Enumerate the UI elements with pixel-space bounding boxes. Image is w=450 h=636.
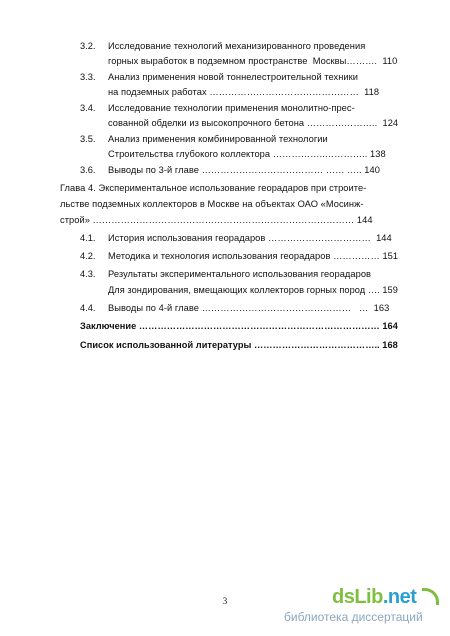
- dslib-logo-part1: dsLib: [332, 586, 383, 608]
- toc-num-3-6: 3.6.: [80, 165, 96, 175]
- toc-entry-4-2-line1: Методика и технология использования георадаров …………… 151: [108, 251, 399, 261]
- toc-chapter-4-line3: строй» ………………………………………………………………………… 144: [60, 215, 373, 225]
- dslib-subtitle: библиотека диссертаций: [284, 610, 423, 624]
- toc-entry-4-3-line2: Для зондирования, вмещающих коллекторов горных пород …. 159: [108, 285, 398, 295]
- toc-references: Список использованной литературы ………………………………….. 168: [80, 340, 398, 350]
- toc-entry-3-5-line2: Строительства глубокого коллектора ……………..………….. 138: [108, 149, 386, 159]
- toc-entry-3-6-line1: Выводы по 3-й главе ………………………………… …… ….. 140: [108, 165, 380, 175]
- dslib-logo-part2: .net: [382, 586, 417, 608]
- toc-entry-3-4-line1: Исследование технологии применения монолитно-прес-: [108, 103, 355, 113]
- toc-entry-4-3-line1: Результаты экспериментального использования георадаров: [108, 269, 372, 279]
- toc-entry-3-2-line2: горных выработок в подземном пространстве Москвы………. 110: [108, 56, 398, 66]
- toc-num-4-2: 4.2.: [80, 251, 96, 261]
- toc-num-3-2: 3.2.: [80, 41, 96, 51]
- toc-conclusion: Заключение …………………………………………………………………… 164: [80, 321, 398, 331]
- toc-num-4-1: 4.1.: [80, 233, 96, 243]
- dslib-watermark: [282, 586, 442, 630]
- toc-chapter-4-line2: льстве подземных коллекторов в Москве на объектах ОАО «Мосинж-: [60, 199, 364, 209]
- dslib-logo: [332, 586, 416, 609]
- page-number: 3: [222, 596, 228, 606]
- dslib-logo-arc-icon: [422, 588, 439, 605]
- toc-entry-3-4-line2: сованной обделки из высокопрочного бетона ………………….. 124: [108, 118, 399, 128]
- toc-entry-4-1-line1: История использования георадаров …………………………… 144: [108, 233, 392, 243]
- toc-entry-3-3-line2: на подземных работах ………………………………………… 118: [108, 87, 380, 97]
- toc-num-4-3: 4.3.: [80, 269, 96, 279]
- toc-num-4-4: 4.4.: [80, 303, 96, 313]
- toc-entry-3-5-line1: Анализ применения комбинированной технологии: [108, 134, 328, 144]
- toc-num-3-4: 3.4.: [80, 103, 96, 113]
- toc-entry-3-3-line1: Анализ применения новой тоннелестроительной техники: [108, 72, 359, 82]
- toc-chapter-4-line1: Глава 4. Экспериментальное использование георадаров при строите-: [60, 183, 367, 193]
- toc-num-3-3: 3.3.: [80, 72, 96, 82]
- toc-num-3-5: 3.5.: [80, 134, 96, 144]
- toc-entry-3-2-line1: Исследование технологий механизированного проведения: [108, 41, 366, 51]
- toc-entry-4-4-line1: Выводы по 4-й главе ………………………………………… … 163: [108, 303, 390, 313]
